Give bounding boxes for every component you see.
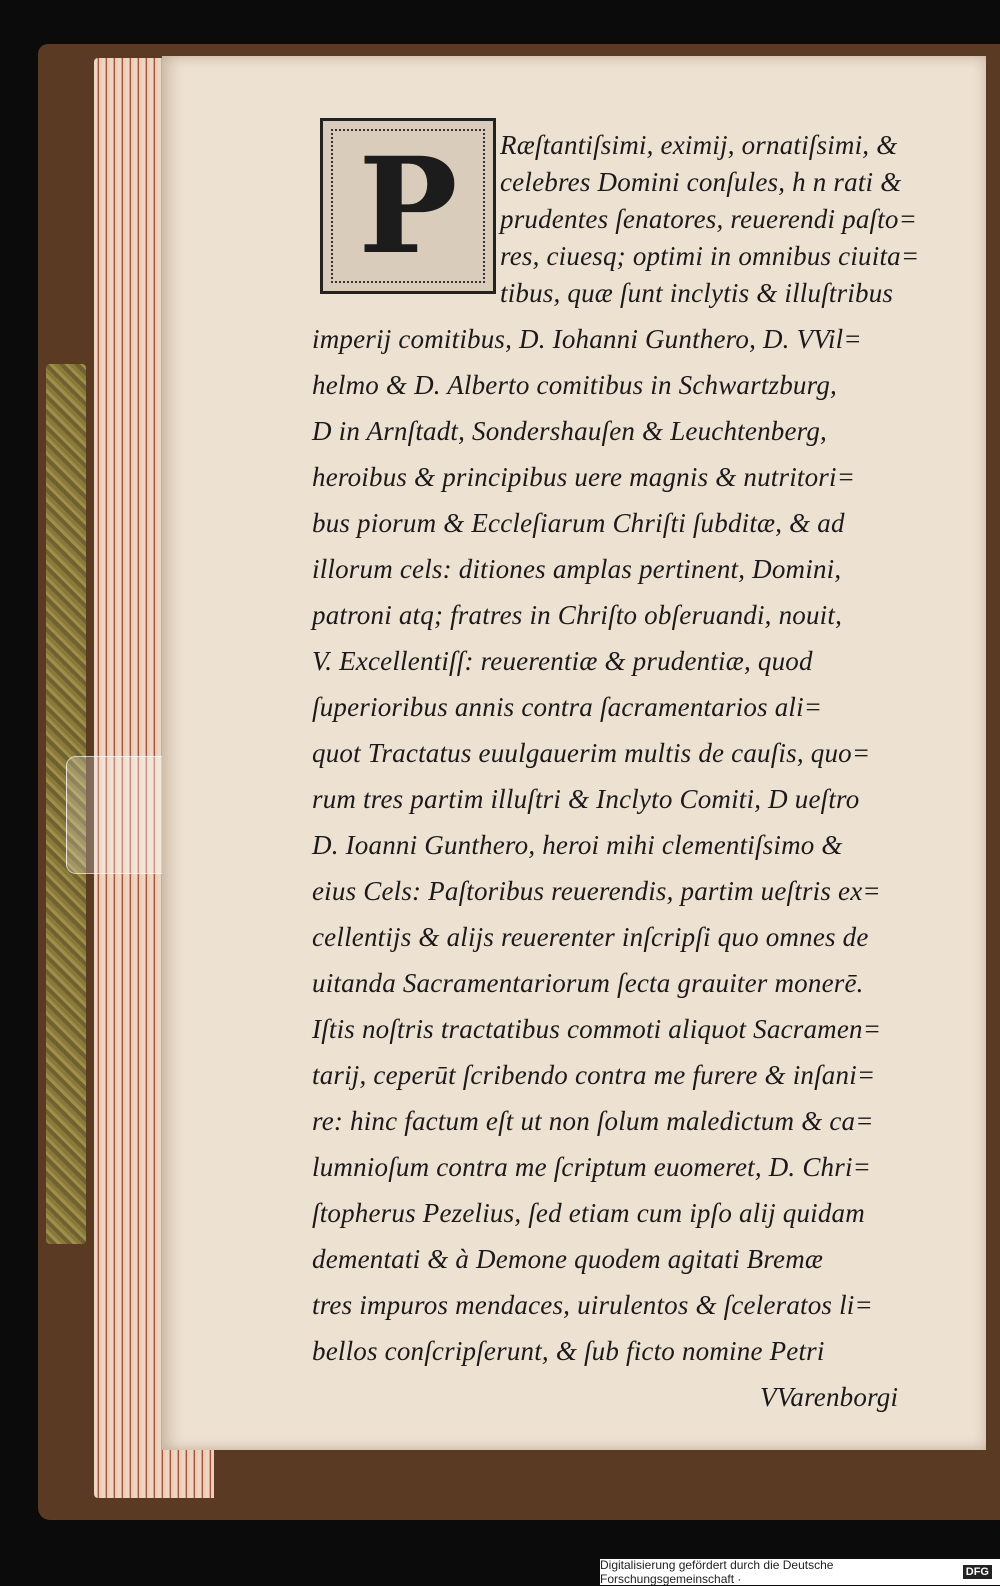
decorated-initial xyxy=(320,118,496,294)
text-line: quot Tractatus euulgauerim multis de cauſis, quo= xyxy=(312,738,871,768)
text-line: uitanda Sacramentariorum ſecta grauiter monerē. xyxy=(312,968,864,998)
text-line: tres impuros mendaces, uirulentos & ſceleratos li= xyxy=(312,1290,873,1320)
text-line: heroibus & principibus uere magnis & nutritori= xyxy=(312,462,856,492)
text-line: imperij comitibus, D. Iohanni Gunthero, D. VVil= xyxy=(312,324,862,354)
text-line: eius Cels: Paſtoribus reuerendis, partim ueſtris ex= xyxy=(312,876,881,906)
text-line: Ræſtantiſsimi, eximij, ornatiſsimi, & xyxy=(500,130,898,160)
text-line: dementati & à Demone quodem agitati Bremæ xyxy=(312,1244,824,1274)
text-line: Iſtis noſtris tractatibus commoti aliquot Sacramen= xyxy=(312,1014,882,1044)
text-line: lumnioſum contra me ſcriptum euomeret, D. Chri= xyxy=(312,1152,872,1182)
text-line: tibus, quæ ſunt inclytis & illuſtribus xyxy=(500,278,894,308)
text-line: D. Ioanni Gunthero, heroi mihi clementiſsimo & xyxy=(312,830,843,860)
text-line: helmo & D. Alberto comitibus in Schwartzburg, xyxy=(312,370,837,400)
text-line: ſuperioribus annis contra ſacramentarios ali= xyxy=(312,692,823,722)
text-line: re: hinc factum eſt ut non ſolum maledictum & ca= xyxy=(312,1106,874,1136)
text-line: V. Excellentiſſ: reuerentiæ & prudentiæ, quod xyxy=(312,646,813,676)
text-line: ſtopherus Pezelius, ſed etiam cum ipſo alij quidam xyxy=(312,1198,865,1228)
initial-letter: P xyxy=(358,128,458,284)
text-line: patroni atq; fratres in Chriſto obſeruandi, nouit, xyxy=(312,600,843,630)
text-line: bellos conſcripſerunt, & ſub ficto nomine Petri xyxy=(312,1336,825,1366)
text-line: illorum cels: ditiones amplas pertinent, Domini, xyxy=(312,554,842,584)
footer-bar xyxy=(600,1559,1000,1585)
catchword: VVarenborgi xyxy=(760,1382,899,1412)
dfg-logo: DFG xyxy=(963,1565,992,1579)
text-line: rum tres partim illuſtri & Inclyto Comiti, D ueſtro xyxy=(312,784,860,814)
text-line: celebres Domini conſules, h n rati & xyxy=(500,167,902,197)
text-line: cellentijs & alijs reuerenter inſcripſi quo omnes de xyxy=(312,922,869,952)
text-line: bus piorum & Eccleſiarum Chriſti ſubditæ, & ad xyxy=(312,508,845,538)
text-line: prudentes ſenatores, reuerendi paſto= xyxy=(500,204,918,234)
text-line: tarij, ceperūt ſcribendo contra me furere & inſani= xyxy=(312,1060,876,1090)
text-line: D in Arnſtadt, Sondershauſen & Leuchtenberg, xyxy=(312,416,828,446)
text-line: res, ciuesq; optimi in omnibus ciuita= xyxy=(500,241,920,271)
footer-text: Digitalisierung gefördert durch die Deutsche Forschungsgemeinschaft · xyxy=(600,1558,834,1586)
